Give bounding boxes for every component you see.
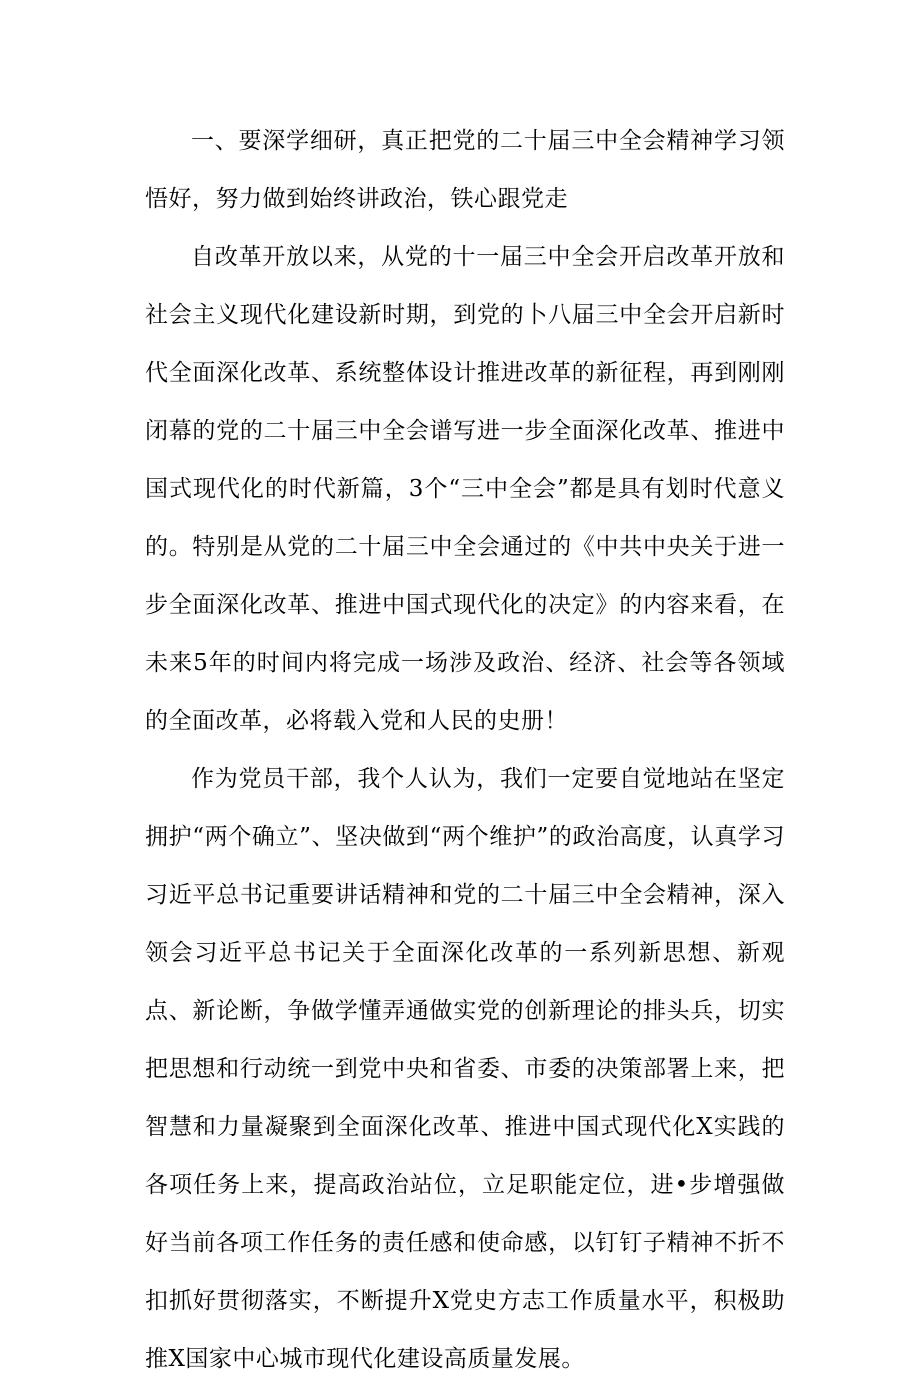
body-paragraph-1: 自改革开放以来，从党的十一届三中全会开启改革开放和社会主义现代化建设新时期，到党的卜八届三中全会开启新时代全面深化改革、系统整体设计推进改革的新征程，再到刚刚闭幕的党的二十届三中全会谱写进一步全面深化改革、推进中国式现代化的时代新篇，3个“三中全会”都是具有划时代意义的。特别是从党的二十届三中全会通过的《中共中央关于进一步全面深化改革、推进中国式现代化的决定》的内容来看，在未来5年的时间内将完成一场涉及政治、经济、社会等各领域的全面改革，必将载入党和人民的史册！ (145, 244, 785, 734)
document-page (145, 112, 785, 1388)
body-paragraph-2: 作为党员干部，我个人认为，我们一定要自觉地站在坚定拥护“两个确立”、坚决做到“两个维护”的政治高度，认真学习习近平总书记重要讲话精神和党的二十届三中全会精神，深入领会习近平总书记关于全面深化改革的一系列新思想、新观点、新论断，争做学懂弄通做实党的创新理论的排头兵，切实把思想和行动统一到党中央和省委、市委的决策部署上来，把智慧和力量凝聚到全面深化改革、推进中国式现代化X实践的各项任务上来，提高政治站位，立足职能定位，进•步增强做好当前各项工作任务的责任感和使命感，以钉钉子精神不折不扣抓好贯彻落实，不断提升X党史方志工作质量水平，积极助推X国家中心城市现代化建设高质量发展。 (145, 766, 785, 1372)
section-heading: 一、要深学细研，真正把党的二十届三中全会精神学习领悟好，努力做到始终讲政治，铁心跟党走 (145, 128, 785, 212)
